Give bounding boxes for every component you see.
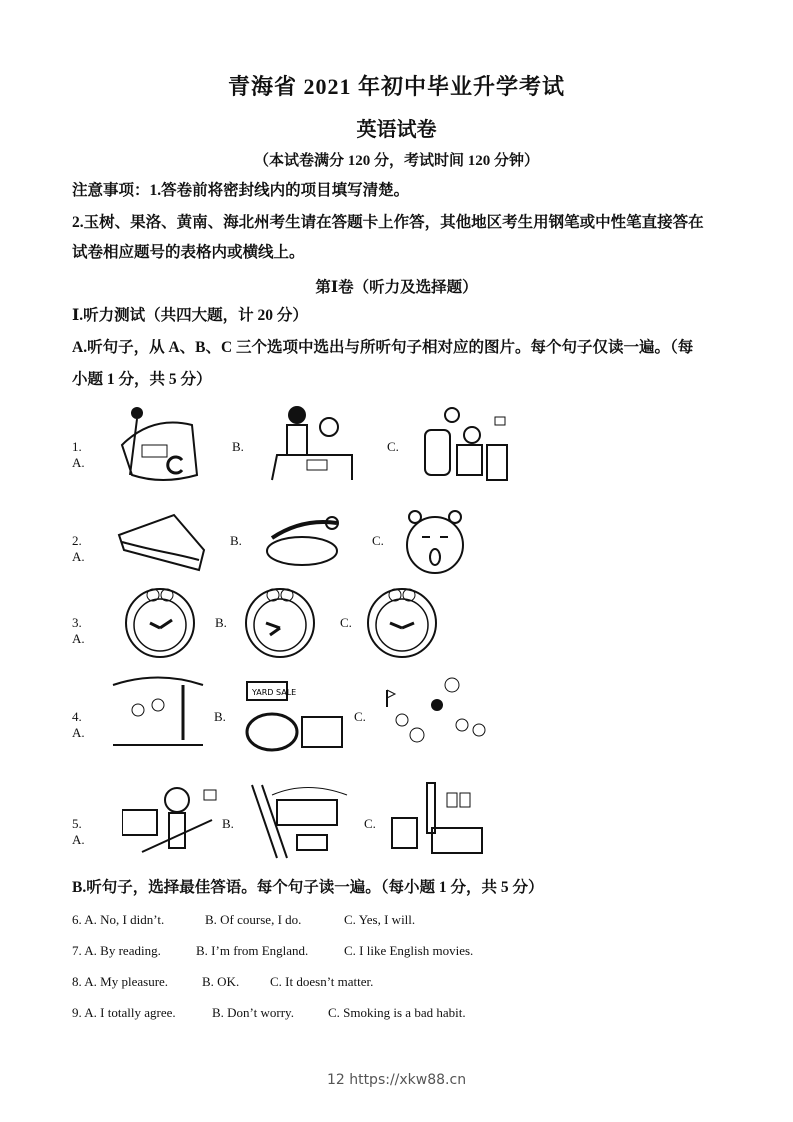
sandwich-picture	[114, 510, 209, 575]
option-label: B.	[214, 709, 226, 724]
option-label: C.	[372, 533, 384, 548]
option-label: 2. A.	[72, 533, 85, 564]
option-c: C. I like English movies.	[344, 943, 474, 958]
option-b: B. Don’t worry.	[212, 1005, 294, 1020]
study-picture	[267, 405, 357, 485]
option-label: 4. A.	[72, 709, 85, 740]
notes-line-1: 注意事项：1.答卷前将密封线内的项目填写清楚。	[72, 182, 410, 199]
bedroom-picture	[387, 778, 487, 858]
clock-picture-a	[120, 583, 200, 663]
svg-text:YARD SALE: YARD SALE	[252, 688, 297, 697]
option-c: C. Smoking is a bad habit.	[328, 1005, 466, 1020]
dentist-picture	[417, 405, 512, 485]
exam-info: （本试卷满分 120 分，考试时间 120 分钟）	[253, 153, 539, 169]
page-footer: 12 https://xkw88.cn	[326, 1072, 467, 1088]
exam-title: 青海省 2021 年初中毕业升学考试	[227, 74, 565, 99]
girl-sweeping-picture	[122, 780, 222, 860]
option-a: 9. A. I totally agree.	[72, 1005, 176, 1020]
yard-sale-picture	[242, 677, 352, 755]
option-label: C.	[354, 709, 366, 724]
section-title: Ⅰ.听力测试（共四大题，计 20 分）	[72, 307, 308, 324]
option-c: C. Yes, I will.	[344, 912, 416, 927]
option-c: C. It doesn’t matter.	[270, 974, 374, 989]
option-a: 7. A. By reading.	[72, 943, 161, 958]
messy-room-picture	[247, 780, 357, 860]
option-label: C.	[340, 615, 352, 630]
picnic-picture	[108, 675, 208, 755]
part-b-instruction: B.听句子，选择最佳答语。每个句子读一遍。（每小题 1 分，共 5 分）	[72, 879, 544, 896]
option-label: 1. A.	[72, 439, 85, 470]
car-repair-picture	[112, 405, 200, 483]
option-label: C.	[387, 439, 399, 454]
option-label: 3. A.	[72, 615, 85, 646]
cartoon-bear-picture	[400, 505, 475, 580]
option-label: B.	[222, 816, 234, 831]
option-b: B. Of course, I do.	[205, 912, 302, 927]
hot-dog-picture	[262, 513, 347, 573]
option-a: 6. A. No, I didn’t.	[72, 912, 165, 927]
notes-line-3: 试卷相应题号的表格内或横线上。	[72, 244, 305, 261]
option-b: B. OK.	[202, 974, 240, 989]
option-a: 8. A. My pleasure.	[72, 974, 169, 989]
kids-playing-picture	[377, 675, 497, 760]
option-label: B.	[215, 615, 227, 630]
notes-line-2: 2.玉树、果洛、黄南、海北州考生请在答题卡上作答，其他地区考生用钢笔或中性笔直接答在	[72, 214, 704, 231]
option-label: B.	[232, 439, 244, 454]
part-a-instruction-1: A.听句子，从 A、B、C 三个选项中选出与所听句子相对应的图片。每个句子仅读一遍。（每	[72, 339, 694, 356]
option-label: B.	[230, 533, 242, 548]
volume-title: 第Ⅰ卷（听力及选择题）	[315, 279, 478, 296]
exam-subtitle: 英语试卷	[356, 119, 437, 141]
option-b: B. I’m from England.	[196, 943, 309, 958]
clock-picture-b	[240, 583, 320, 663]
option-label: 5. A.	[72, 816, 85, 847]
option-label: C.	[364, 816, 376, 831]
part-a-instruction-2: 小题 1 分，共 5 分）	[72, 371, 212, 388]
clock-picture-c	[362, 583, 442, 663]
